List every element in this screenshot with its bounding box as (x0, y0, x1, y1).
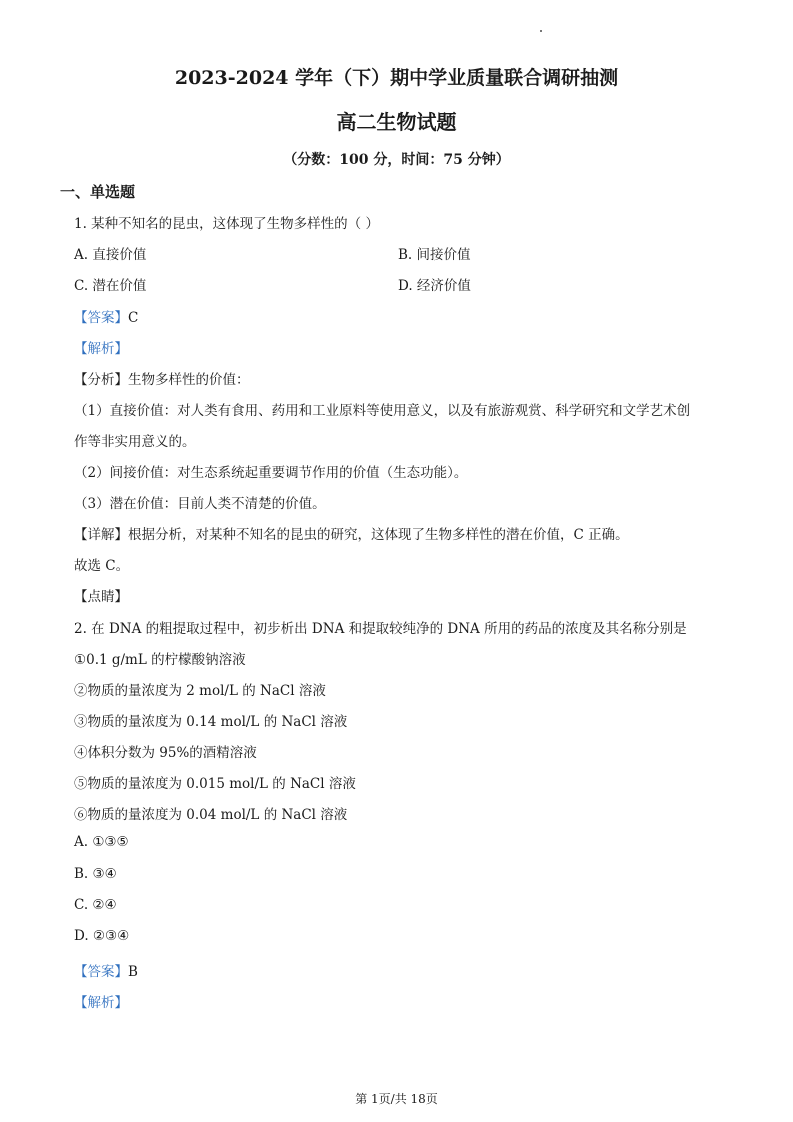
exam-meta: （分数：100 分，时间：75 分钟） (283, 152, 510, 168)
q1-fenxi: 【分析】生物多样性的价值： (74, 372, 250, 388)
q2-item-5: ⑤物质的量浓度为 0.015 mol/L 的 NaCl 溶液 (74, 776, 356, 792)
q1-option-d: D. 经济价值 (398, 278, 471, 294)
q1-point-3: （3）潜在价值：目前人类不清楚的价值。 (74, 496, 326, 512)
q2-option-a: A. ①③⑤ (74, 834, 129, 850)
q1-option-c: C. 潜在价值 (74, 278, 147, 294)
q1-point-2: （2）间接价值：对生态系统起重要调节作用的价值（生态功能）。 (74, 465, 468, 481)
q1-conclusion: 故选 C。 (74, 558, 130, 574)
q2-item-1: ①0.1 g/mL 的柠檬酸钠溶液 (74, 652, 246, 668)
scan-dot (540, 30, 542, 32)
q1-option-a: A. 直接价值 (74, 247, 147, 263)
answer-value: B (128, 964, 138, 980)
q2-analysis-tag: 【解析】 (74, 995, 128, 1011)
section-heading: 一、单选题 (60, 183, 136, 201)
q2-answer (74, 960, 138, 980)
q1-point-1a: （1）直接价值：对人类有食用、药用和工业原料等使用意义，以及有旅游观赏、科学研究和文学艺术创 (74, 403, 691, 419)
exam-title: 2023-2024 学年（下）期中学业质量联合调研抽测 (174, 67, 619, 89)
page-footer: 第 1页/共 18页 (355, 1092, 438, 1106)
q1-detail: 【详解】根据分析，对某种不知名的昆虫的研究，这体现了生物多样性的潜在价值，C 正确。 (74, 527, 629, 543)
answer-value: C (128, 310, 139, 326)
q1-stem: 1. 某种不知名的昆虫，这体现了生物多样性的（ ） (74, 216, 379, 232)
answer-tag: 【答案】 (74, 964, 128, 980)
q1-dianjing: 【点睛】 (74, 589, 128, 605)
q2-stem: 2. 在 DNA 的粗提取过程中，初步析出 DNA 和提取较纯净的 DNA 所用的药品的浓度及其名称分别是 (74, 621, 687, 637)
q2-option-b: B. ③④ (74, 866, 117, 882)
answer-tag: 【答案】 (74, 310, 128, 326)
q1-option-b: B. 间接价值 (398, 247, 471, 263)
q1-point-1b: 作等非实用意义的。 (74, 434, 196, 450)
q2-item-3: ③物质的量浓度为 0.14 mol/L 的 NaCl 溶液 (74, 714, 348, 730)
q2-item-6: ⑥物质的量浓度为 0.04 mol/L 的 NaCl 溶液 (74, 807, 348, 823)
q1-answer (74, 306, 138, 326)
exam-subtitle: 高二生物试题 (336, 110, 457, 134)
q2-item-4: ④体积分数为 95%的酒精溶液 (74, 745, 257, 761)
q1-analysis-tag: 【解析】 (74, 341, 128, 357)
q2-option-c: C. ②④ (74, 897, 117, 913)
q2-item-2: ②物质的量浓度为 2 mol/L 的 NaCl 溶液 (74, 683, 326, 699)
q2-option-d: D. ②③④ (74, 928, 130, 944)
